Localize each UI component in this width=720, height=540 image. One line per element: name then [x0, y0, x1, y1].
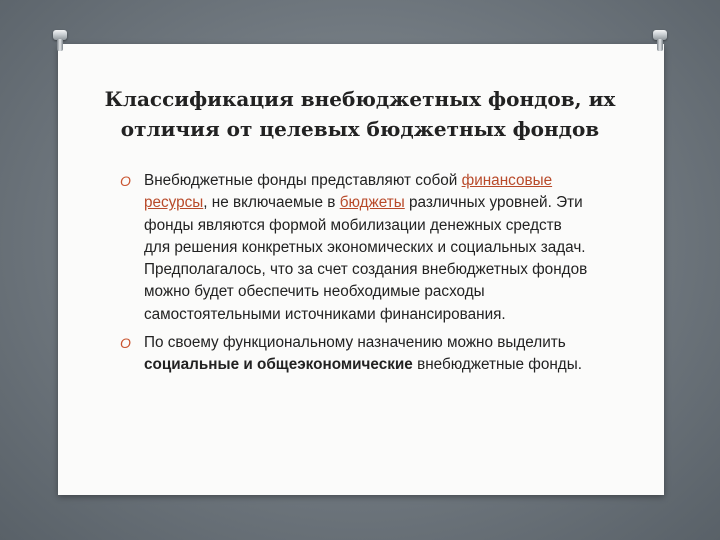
bullet-1-text-c: различных уровней. Эти фонды являются формой мобилизации денежных средств для решения конкретных экономических и социальных задач. Предполагалось, что за счет создания внебюджетных фондов можно будет обеспечить необходимые расходы самостоятельными источниками финансирования. — [144, 194, 588, 323]
bullet-marker: O — [120, 335, 131, 352]
pushpin-icon — [52, 30, 68, 52]
bullet-1-text-a: Внебюджетные фонды представляют собой — [144, 172, 462, 189]
bullet-item-2 — [120, 332, 590, 377]
bullet-2-text-a: По своему функциональному назначению можно выделить — [144, 334, 566, 352]
link-financial-resources[interactable]: финансовые ресурсы — [144, 172, 553, 212]
bullet-item-1 — [120, 170, 590, 326]
slide-title — [80, 84, 640, 144]
slide-body — [120, 170, 590, 383]
bullet-marker: O — [120, 173, 131, 189]
title-line-1: Классификация внебюджетных фондов, их — [104, 87, 616, 111]
pushpin-icon — [652, 30, 668, 52]
bullet-1-text-b: , не включаемые в — [203, 194, 340, 212]
bullet-2-emphasis: социальные и общеэкономические — [144, 356, 413, 374]
bullet-2-text-b: внебюджетные фонды. — [412, 356, 582, 374]
title-line-2: отличия от целевых бюджетных фондов — [120, 117, 600, 141]
link-budgets[interactable]: бюджеты — [339, 194, 405, 212]
